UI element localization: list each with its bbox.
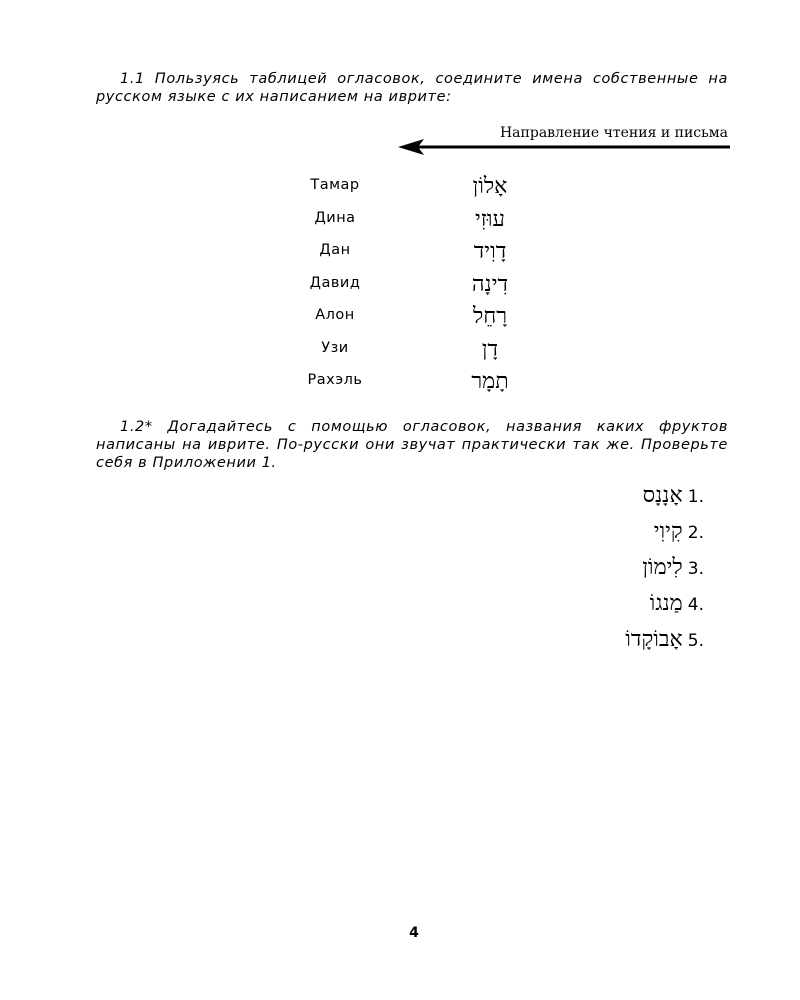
exercise-2-text: 1.2* Догадайтесь с помощью огласовок, названия каких фруктов написаны на иврите. По-русски они звучат практически так же. Проверьте себя в Приложении 1. xyxy=(96,419,728,471)
item-number: 4. xyxy=(687,595,704,615)
table-row xyxy=(290,172,550,205)
hebrew-name: תָמָר xyxy=(471,369,509,394)
hebrew-word: קִיוִי xyxy=(653,519,683,544)
table-row xyxy=(290,367,550,400)
names-matching-table xyxy=(290,172,550,400)
russian-name: Давид xyxy=(309,274,361,291)
table-row xyxy=(290,205,550,238)
list-item xyxy=(625,550,704,586)
hebrew-word: לִימוֹן xyxy=(642,555,683,580)
hebrew-name: רָחֵל xyxy=(472,304,508,329)
hebrew-word: אָבוֹקָדוֹ xyxy=(625,627,683,652)
list-item xyxy=(625,514,704,550)
hebrew-name: דָן xyxy=(481,336,499,362)
item-number: 5. xyxy=(687,631,704,651)
list-item xyxy=(625,478,704,514)
list-item xyxy=(625,586,704,622)
reading-direction-label: Направление чтения и письма xyxy=(499,125,728,141)
russian-name: Дина xyxy=(314,209,356,226)
table-row xyxy=(290,270,550,303)
exercise-2-instructions xyxy=(96,418,728,472)
list-item xyxy=(625,622,704,658)
exercise-1-instructions xyxy=(96,70,728,106)
russian-name: Алон xyxy=(315,307,355,323)
table-row xyxy=(290,302,550,335)
hebrew-name: דָוִיד xyxy=(473,239,507,264)
hebrew-word: אָנָנָס xyxy=(642,483,683,508)
russian-name: Рахэль xyxy=(307,372,363,388)
table-row xyxy=(290,237,550,270)
left-arrow-icon xyxy=(396,137,730,157)
exercise-1-text: 1.1 Пользуясь таблицей огласовок, соедините имена собственные на русском языке с их написанием на иврите: xyxy=(96,71,728,105)
hebrew-word: מַנגוֹ xyxy=(649,591,683,616)
item-number: 1. xyxy=(687,487,704,507)
russian-name: Тамар xyxy=(310,177,360,193)
fruit-list xyxy=(625,478,704,658)
item-number: 2. xyxy=(687,523,704,543)
hebrew-name: עוּזִי xyxy=(475,206,505,232)
russian-name: Узи xyxy=(321,339,349,356)
item-number: 3. xyxy=(687,559,704,579)
table-row xyxy=(290,335,550,368)
hebrew-name: אָלוֹן xyxy=(472,174,508,199)
hebrew-name: דִינָה xyxy=(471,271,509,297)
page-number: 4 xyxy=(409,925,419,941)
russian-name: Дан xyxy=(319,242,351,258)
